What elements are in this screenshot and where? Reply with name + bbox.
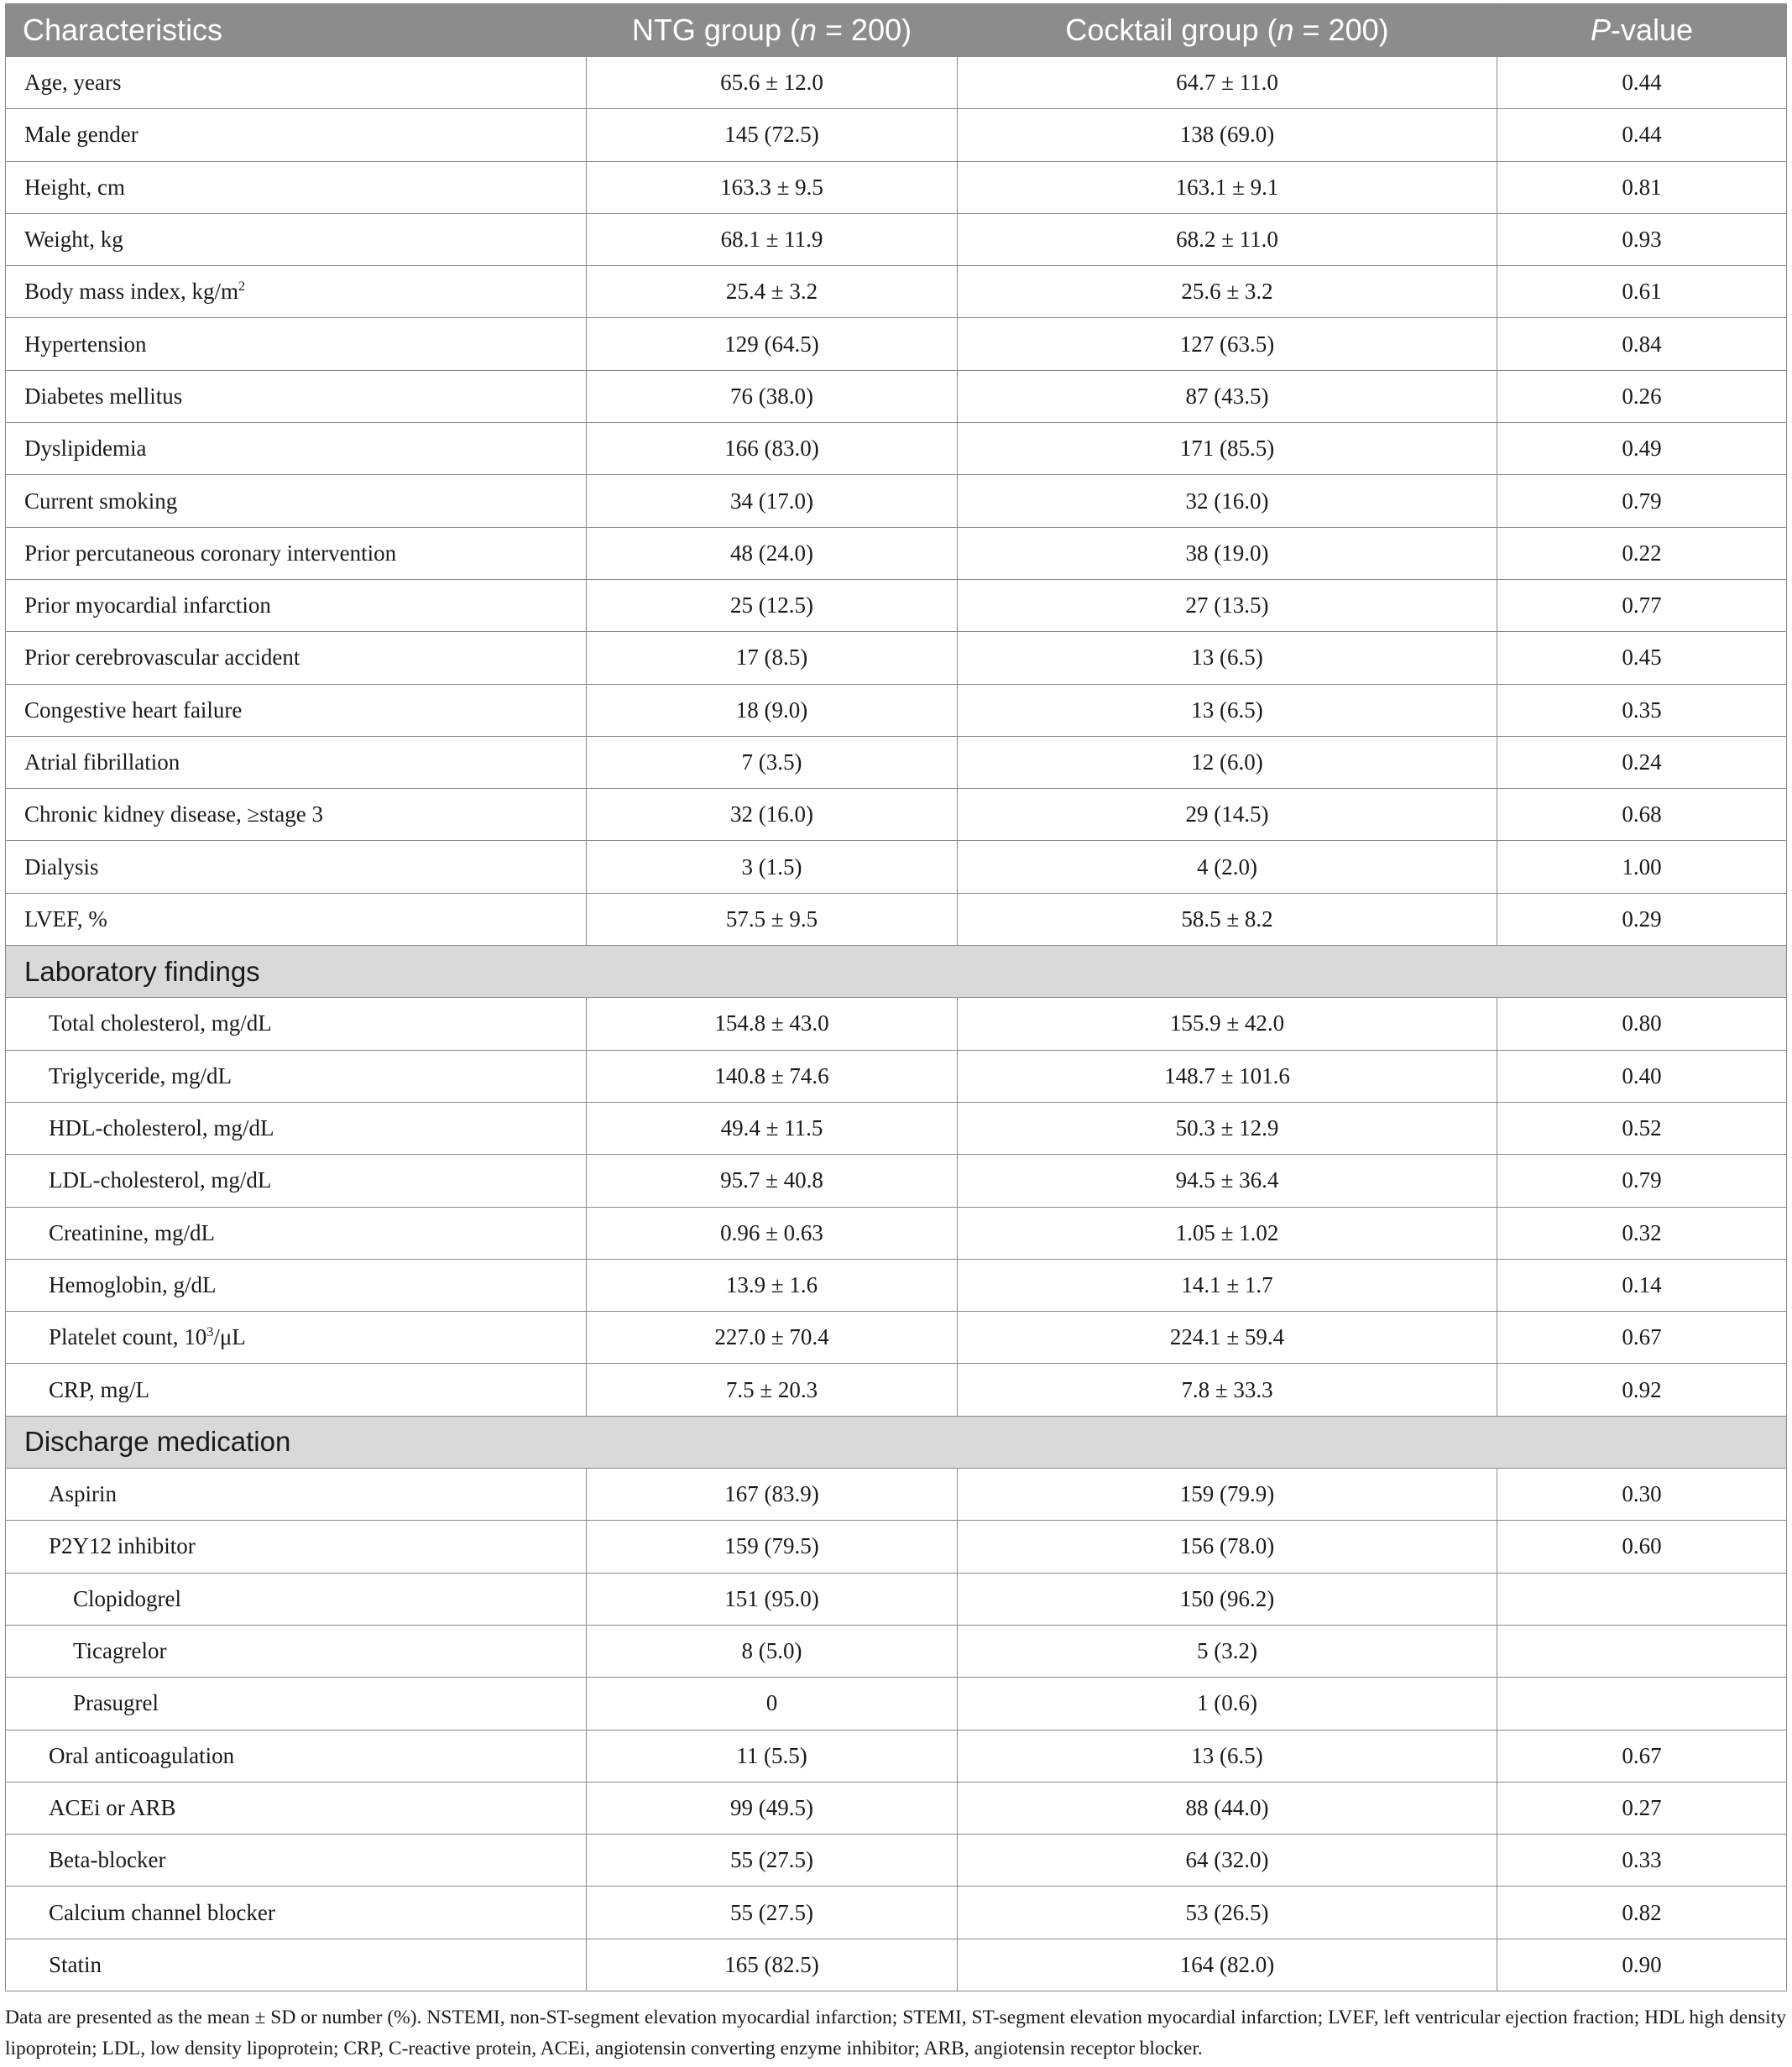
ntg-value-cell: 227.0 ± 70.4	[587, 1312, 958, 1364]
row-label: Chronic kidney disease, ≥stage 3	[6, 789, 587, 841]
p-value-cell: 0.30	[1497, 1469, 1787, 1521]
cocktail-value-cell: 94.5 ± 36.4	[958, 1155, 1497, 1207]
table-row	[6, 266, 1787, 318]
ntg-value-cell: 7.5 ± 20.3	[587, 1364, 958, 1416]
p-value-cell: 0.22	[1497, 527, 1787, 579]
ntg-value-cell: 8 (5.0)	[587, 1625, 958, 1677]
table-footnote: Data are presented as the mean ± SD or number (%). NSTEMI, non-ST-segment elevation myocardial infarction; STEMI, ST-segment elevation myocardial infarction; LVEF, left ventricular ejection fraction; HDL high density lipoprotein; LDL, low density lipoprotein; CRP, C-reactive protein, ACEi, angiotensin converting enzyme inhibitor; ARB, angiotensin receptor blocker.	[5, 2007, 1786, 2059]
ntg-value-cell: 167 (83.9)	[587, 1469, 958, 1521]
row-label: Calcium channel blocker	[6, 1887, 587, 1939]
ntg-value-cell: 3 (1.5)	[587, 841, 958, 893]
p-value-cell: 0.77	[1497, 579, 1787, 631]
row-label: Dyslipidemia	[6, 423, 587, 475]
row-label: Prior cerebrovascular accident	[6, 632, 587, 684]
row-label: Dialysis	[6, 841, 587, 893]
cocktail-value-cell: 156 (78.0)	[958, 1521, 1497, 1573]
ntg-value-cell: 65.6 ± 12.0	[587, 57, 958, 109]
p-value-cell: 1.00	[1497, 841, 1787, 893]
cocktail-value-cell: 29 (14.5)	[958, 789, 1497, 841]
row-label: Prior percutaneous coronary intervention	[6, 527, 587, 579]
row-label: Creatinine, mg/dL	[6, 1207, 587, 1259]
table-row	[6, 1050, 1787, 1102]
ntg-value-cell: 25 (12.5)	[587, 579, 958, 631]
p-value-cell: 0.44	[1497, 109, 1787, 161]
ntg-value-cell: 154.8 ± 43.0	[587, 998, 958, 1050]
cocktail-value-cell: 14.1 ± 1.7	[958, 1259, 1497, 1311]
table-row	[6, 1155, 1787, 1207]
p-value-cell: 0.93	[1497, 213, 1787, 265]
cocktail-value-cell: 27 (13.5)	[958, 579, 1497, 631]
cocktail-value-cell: 159 (79.9)	[958, 1469, 1497, 1521]
ntg-value-cell: 49.4 ± 11.5	[587, 1102, 958, 1154]
cocktail-value-cell: 64 (32.0)	[958, 1835, 1497, 1887]
p-value-cell: 0.81	[1497, 161, 1787, 213]
cocktail-value-cell: 148.7 ± 101.6	[958, 1050, 1497, 1102]
table-row	[6, 1207, 1787, 1259]
cocktail-value-cell: 155.9 ± 42.0	[958, 998, 1497, 1050]
row-label: LVEF, %	[6, 893, 587, 945]
p-value-cell: 0.32	[1497, 1207, 1787, 1259]
table-row	[6, 109, 1787, 161]
row-label: Prasugrel	[6, 1678, 587, 1730]
cocktail-value-cell: 53 (26.5)	[958, 1887, 1497, 1939]
table-row	[6, 1625, 1787, 1677]
table-row	[6, 789, 1787, 841]
cocktail-value-cell: 5 (3.2)	[958, 1625, 1497, 1677]
cocktail-value-cell: 224.1 ± 59.4	[958, 1312, 1497, 1364]
cocktail-value-cell: 1 (0.6)	[958, 1678, 1497, 1730]
cocktail-value-cell: 32 (16.0)	[958, 475, 1497, 527]
p-value-cell: 0.33	[1497, 1835, 1787, 1887]
row-label: Weight, kg	[6, 213, 587, 265]
row-label: LDL-cholesterol, mg/dL	[6, 1155, 587, 1207]
ntg-value-cell: 34 (17.0)	[587, 475, 958, 527]
cocktail-value-cell: 150 (96.2)	[958, 1573, 1497, 1625]
cocktail-value-cell: 87 (43.5)	[958, 370, 1497, 422]
p-value-cell: 0.92	[1497, 1364, 1787, 1416]
cocktail-value-cell: 138 (69.0)	[958, 109, 1497, 161]
p-value-cell: 0.24	[1497, 736, 1787, 788]
p-value-cell: 0.14	[1497, 1259, 1787, 1311]
table-row	[6, 318, 1787, 370]
table-row	[6, 370, 1787, 422]
cocktail-value-cell: 68.2 ± 11.0	[958, 213, 1497, 265]
ntg-value-cell: 145 (72.5)	[587, 109, 958, 161]
row-label: Male gender	[6, 109, 587, 161]
ntg-value-cell: 0.96 ± 0.63	[587, 1207, 958, 1259]
p-value-cell: 0.49	[1497, 423, 1787, 475]
p-value-cell: 0.80	[1497, 998, 1787, 1050]
ntg-value-cell: 18 (9.0)	[587, 684, 958, 736]
cocktail-value-cell: 127 (63.5)	[958, 318, 1497, 370]
baseline-characteristics-table	[5, 3, 1787, 1991]
ntg-value-cell: 0	[587, 1678, 958, 1730]
ntg-value-cell: 129 (64.5)	[587, 318, 958, 370]
table-row	[6, 1521, 1787, 1573]
ntg-value-cell: 55 (27.5)	[587, 1835, 958, 1887]
cocktail-value-cell: 4 (2.0)	[958, 841, 1497, 893]
row-label: Hypertension	[6, 318, 587, 370]
cocktail-value-cell: 25.6 ± 3.2	[958, 266, 1497, 318]
row-label: Triglyceride, mg/dL	[6, 1050, 587, 1102]
p-value-cell: 0.84	[1497, 318, 1787, 370]
table-row	[6, 1887, 1787, 1939]
ntg-value-cell: 99 (49.5)	[587, 1782, 958, 1834]
table-row	[6, 579, 1787, 631]
cocktail-value-cell: 38 (19.0)	[958, 527, 1497, 579]
p-value-cell: 0.61	[1497, 266, 1787, 318]
cocktail-value-cell: 13 (6.5)	[958, 1730, 1497, 1782]
table-row	[6, 736, 1787, 788]
p-value-cell: 0.82	[1497, 1887, 1787, 1939]
row-label: HDL-cholesterol, mg/dL	[6, 1102, 587, 1154]
ntg-value-cell: 159 (79.5)	[587, 1521, 958, 1573]
cocktail-value-cell: 64.7 ± 11.0	[958, 57, 1497, 109]
header-characteristics: Characteristics	[6, 4, 587, 57]
table-row	[6, 1782, 1787, 1834]
cocktail-value-cell: 13 (6.5)	[958, 632, 1497, 684]
p-value-cell: 0.44	[1497, 57, 1787, 109]
row-label: Statin	[6, 1939, 587, 1991]
row-label: Height, cm	[6, 161, 587, 213]
table-row	[6, 475, 1787, 527]
p-value-cell: 0.79	[1497, 475, 1787, 527]
table-row	[6, 1312, 1787, 1364]
row-label: ACEi or ARB	[6, 1782, 587, 1834]
row-label: Atrial fibrillation	[6, 736, 587, 788]
section-title: Discharge medication	[6, 1416, 1787, 1468]
table-body	[6, 57, 1787, 1991]
p-value-cell	[1497, 1625, 1787, 1677]
ntg-value-cell: 55 (27.5)	[587, 1887, 958, 1939]
table-row	[6, 1259, 1787, 1311]
p-value-cell	[1497, 1678, 1787, 1730]
row-label: Body mass index, $kg/m^2$	[6, 266, 587, 318]
p-value-cell: 0.26	[1497, 370, 1787, 422]
table-row	[6, 213, 1787, 265]
table-row	[6, 1678, 1787, 1730]
p-value-cell: 0.40	[1497, 1050, 1787, 1102]
row-label: Platelet count, $10^3/\mu L$	[6, 1312, 587, 1364]
table-row	[6, 893, 1787, 945]
header-row	[6, 4, 1787, 57]
p-value-cell: 0.52	[1497, 1102, 1787, 1154]
p-value-cell: 0.79	[1497, 1155, 1787, 1207]
table-row	[6, 998, 1787, 1050]
p-value-cell: 0.68	[1497, 789, 1787, 841]
cocktail-value-cell: 58.5 ± 8.2	[958, 893, 1497, 945]
header-cocktail-group: Cocktail group (n = 200)	[958, 4, 1497, 57]
section-header-row	[6, 946, 1787, 998]
header-ntg-group: NTG group (n = 200)	[587, 4, 958, 57]
p-value-cell: 0.90	[1497, 1939, 1787, 1991]
table-row	[6, 1730, 1787, 1782]
row-label: CRP, mg/L	[6, 1364, 587, 1416]
table-row	[6, 1364, 1787, 1416]
table-row	[6, 1469, 1787, 1521]
row-label: Beta-blocker	[6, 1835, 587, 1887]
p-value-cell: 0.45	[1497, 632, 1787, 684]
row-label: Hemoglobin, g/dL	[6, 1259, 587, 1311]
ntg-value-cell: 7 (3.5)	[587, 736, 958, 788]
ntg-value-cell: 57.5 ± 9.5	[587, 893, 958, 945]
p-value-cell: 0.60	[1497, 1521, 1787, 1573]
row-label: Total cholesterol, mg/dL	[6, 998, 587, 1050]
table-row	[6, 1102, 1787, 1154]
ntg-value-cell: 25.4 ± 3.2	[587, 266, 958, 318]
ntg-value-cell: 68.1 ± 11.9	[587, 213, 958, 265]
table-row	[6, 527, 1787, 579]
row-label: Prior myocardial infarction	[6, 579, 587, 631]
baseline-characteristics-table-container	[5, 3, 1786, 1991]
row-label: Congestive heart failure	[6, 684, 587, 736]
cocktail-value-cell: 50.3 ± 12.9	[958, 1102, 1497, 1154]
ntg-value-cell: 17 (8.5)	[587, 632, 958, 684]
ntg-value-cell: 32 (16.0)	[587, 789, 958, 841]
p-value-cell: 0.35	[1497, 684, 1787, 736]
table-row	[6, 161, 1787, 213]
table-row	[6, 57, 1787, 109]
table-row	[6, 1573, 1787, 1625]
row-label: Age, years	[6, 57, 587, 109]
ntg-value-cell: 13.9 ± 1.6	[587, 1259, 958, 1311]
cocktail-value-cell: 164 (82.0)	[958, 1939, 1497, 1991]
ntg-value-cell: 11 (5.5)	[587, 1730, 958, 1782]
cocktail-value-cell: 12 (6.0)	[958, 736, 1497, 788]
cocktail-value-cell: 163.1 ± 9.1	[958, 161, 1497, 213]
cocktail-value-cell: 7.8 ± 33.3	[958, 1364, 1497, 1416]
cocktail-value-cell: 88 (44.0)	[958, 1782, 1497, 1834]
row-label: P2Y12 inhibitor	[6, 1521, 587, 1573]
section-title: Laboratory findings	[6, 946, 1787, 998]
ntg-value-cell: 140.8 ± 74.6	[587, 1050, 958, 1102]
ntg-value-cell: 76 (38.0)	[587, 370, 958, 422]
table-header	[6, 4, 1787, 57]
table-row	[6, 684, 1787, 736]
ntg-value-cell: 151 (95.0)	[587, 1573, 958, 1625]
ntg-value-cell: 48 (24.0)	[587, 527, 958, 579]
p-value-cell	[1497, 1573, 1787, 1625]
row-label: Diabetes mellitus	[6, 370, 587, 422]
row-label: Clopidogrel	[6, 1573, 587, 1625]
table-row	[6, 632, 1787, 684]
p-value-cell: 0.27	[1497, 1782, 1787, 1834]
ntg-value-cell: 163.3 ± 9.5	[587, 161, 958, 213]
row-label: Ticagrelor	[6, 1625, 587, 1677]
table-row	[6, 1939, 1787, 1991]
section-header-row	[6, 1416, 1787, 1468]
row-label: Aspirin	[6, 1469, 587, 1521]
p-value-cell: 0.67	[1497, 1312, 1787, 1364]
row-label: Current smoking	[6, 475, 587, 527]
table-row	[6, 1835, 1787, 1887]
ntg-value-cell: 166 (83.0)	[587, 423, 958, 475]
p-value-cell: 0.67	[1497, 1730, 1787, 1782]
cocktail-value-cell: 13 (6.5)	[958, 684, 1497, 736]
cocktail-value-cell: 171 (85.5)	[958, 423, 1497, 475]
header-p-value: P-value	[1497, 4, 1787, 57]
row-label: Oral anticoagulation	[6, 1730, 587, 1782]
p-value-cell: 0.29	[1497, 893, 1787, 945]
table-row	[6, 841, 1787, 893]
cocktail-value-cell: 1.05 ± 1.02	[958, 1207, 1497, 1259]
ntg-value-cell: 95.7 ± 40.8	[587, 1155, 958, 1207]
table-row	[6, 423, 1787, 475]
ntg-value-cell: 165 (82.5)	[587, 1939, 958, 1991]
